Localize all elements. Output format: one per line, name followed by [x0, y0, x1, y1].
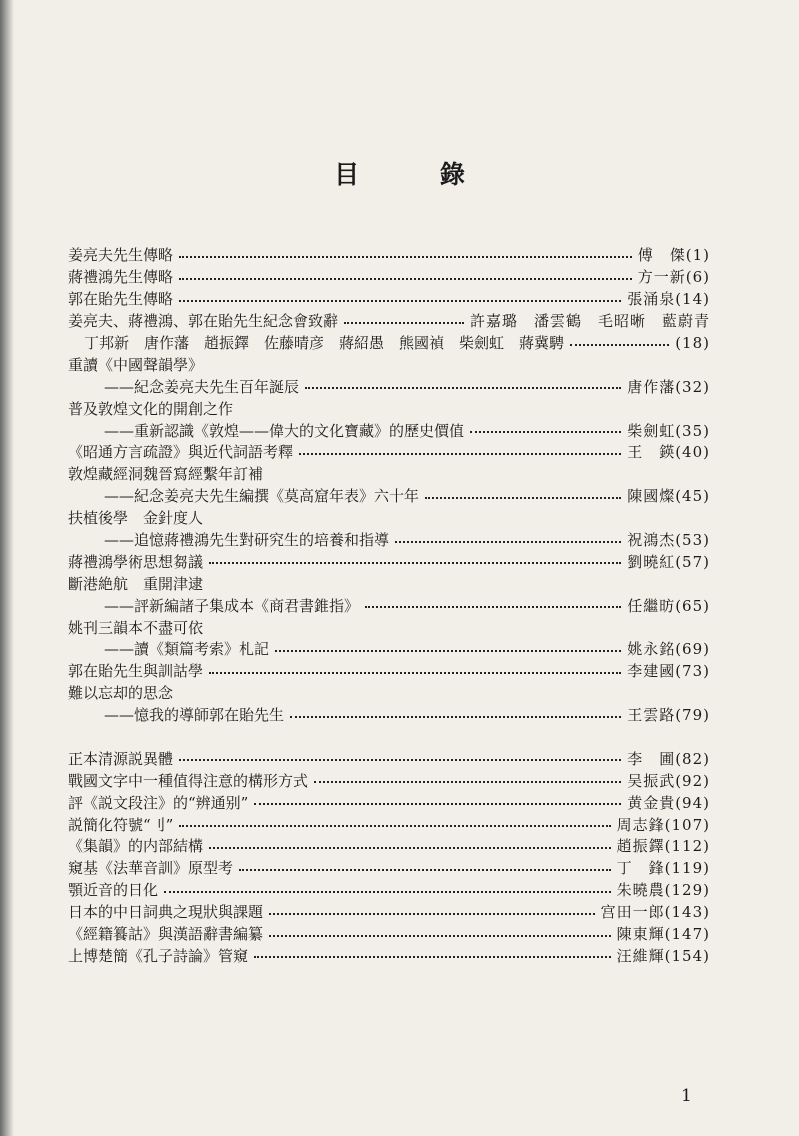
toc-entry-author-page: 朱曉農(129)	[616, 881, 710, 900]
toc-entry	[68, 638, 710, 660]
toc-entry-author-page: 吴振武(92)	[627, 771, 710, 790]
dot-leader	[290, 716, 621, 718]
dot-leader	[275, 650, 621, 652]
toc-entry-title: 重讀《中國聲韻學》	[68, 355, 204, 374]
dot-leader	[254, 956, 611, 958]
toc-entry-author-page: 丁 鋒(119)	[616, 859, 710, 878]
toc-entry-author-page: 陳國燦(45)	[627, 487, 710, 506]
dot-leader	[239, 869, 611, 871]
toc-entry	[68, 835, 710, 857]
toc-entry-author-page: 陳東輝(147)	[616, 925, 710, 944]
show-through-text	[315, 125, 326, 151]
dot-leader	[179, 256, 632, 258]
dot-leader	[164, 891, 611, 893]
page-title: 目 錄	[334, 160, 501, 189]
dot-leader	[269, 913, 595, 915]
toc-entry	[68, 616, 710, 638]
toc-entry-title: 姜亮夫、蔣禮鴻、郭在貽先生紀念會致辭	[68, 312, 339, 331]
toc-entry-author-page: 王 鍈(40)	[627, 443, 710, 462]
toc-entry	[68, 485, 710, 507]
table-of-contents	[68, 244, 710, 966]
toc-entry-author-page: 姚永銘(69)	[627, 640, 710, 659]
toc-entry-title: 姚刊三韻本不盡可依	[68, 618, 204, 637]
toc-entry-title: 郭在貽先生傳略	[68, 290, 174, 309]
dot-leader	[470, 431, 621, 433]
toc-entry	[68, 353, 710, 375]
toc-entry	[68, 813, 710, 835]
toc-entry	[68, 594, 710, 616]
toc-entry-title: 日本的中日詞典之現狀與課題	[68, 903, 264, 922]
toc-entry	[68, 769, 710, 791]
toc-spacer	[68, 726, 710, 748]
toc-entry-title: 評《説文段注》的“辨通别”	[68, 793, 249, 812]
toc-entry-author-page: 周志鋒(107)	[616, 815, 710, 834]
dot-leader	[314, 781, 621, 783]
toc-entry-title: 説簡化符號“刂”	[68, 815, 174, 834]
toc-entry-author-page: 李 圃(82)	[627, 749, 710, 768]
toc-entry-title: 顎近音的日化	[68, 881, 159, 900]
toc-entry-author-page: 李建國(73)	[627, 662, 710, 681]
toc-entry-author-page: 汪維輝(154)	[616, 946, 710, 965]
toc-entry-title: 窺基《法華音訓》原型考	[68, 859, 234, 878]
toc-entry-title: ——紀念姜亮夫先生百年誕辰	[104, 377, 300, 396]
toc-entry-title: 姜亮夫先生傳略	[68, 246, 174, 265]
dot-leader	[365, 606, 621, 608]
toc-entry	[68, 704, 710, 726]
toc-entry	[68, 791, 710, 813]
dot-leader	[299, 453, 621, 455]
toc-entry-author-page: 劉曉紅(57)	[627, 552, 710, 571]
toc-entry	[68, 529, 710, 551]
toc-entry-author-page: 張涌泉(14)	[627, 290, 710, 309]
dot-leader	[570, 344, 669, 346]
toc-entry-title: ——讀《類篇考索》札記	[104, 640, 270, 659]
dot-leader	[344, 322, 464, 324]
page-number: 1	[681, 1086, 692, 1106]
toc-entry-author-page: 許嘉璐 潘雲鶴 毛昭晰 藍蔚青	[469, 312, 710, 331]
toc-entry-title: 戰國文字中一種值得注意的構形方式	[68, 771, 309, 790]
toc-entry	[68, 572, 710, 594]
toc-entry	[68, 266, 710, 288]
dot-leader	[179, 278, 632, 280]
toc-entry-title: 正本清源説異體	[68, 749, 174, 768]
toc-entry-title: 《經籍籑詁》與漢語辭書編纂	[68, 925, 264, 944]
toc-entry-title: ——追憶蔣禮鴻先生對研究生的培養和指導	[104, 531, 390, 550]
toc-entry-title: 難以忘却的思念	[68, 684, 174, 703]
toc-entry-title: 蔣禮鴻先生傳略	[68, 268, 174, 287]
toc-entry-title: 普及敦煌文化的開創之作	[68, 399, 234, 418]
toc-entry-title: 斷港絶航 重開津逮	[68, 574, 204, 593]
toc-entry	[68, 375, 710, 397]
dot-leader	[209, 562, 621, 564]
dot-leader	[179, 759, 621, 761]
toc-entry-author-page: 黄金貴(94)	[627, 793, 710, 812]
toc-entry	[68, 901, 710, 923]
toc-entry	[68, 441, 710, 463]
toc-entry	[68, 332, 710, 354]
dot-leader	[254, 803, 621, 805]
toc-entry-title: ——重新認識《敦煌——偉大的文化寶藏》的歷史價值	[104, 421, 465, 440]
toc-entry-author-page: 傅 傑(1)	[637, 246, 710, 265]
toc-entry	[68, 419, 710, 441]
toc-entry	[68, 879, 710, 901]
dot-leader	[269, 935, 611, 937]
toc-entry-title: 上博楚簡《孔子詩論》管窺	[68, 946, 249, 965]
toc-entry-title: ——評新編諸子集成本《商君書錐指》	[104, 596, 360, 615]
toc-entry	[68, 945, 710, 967]
toc-entry	[68, 397, 710, 419]
toc-entry	[68, 288, 710, 310]
toc-entry-author-page: 方一新(6)	[637, 268, 710, 287]
toc-entry-title: 蔣禮鴻學術思想芻議	[68, 552, 204, 571]
toc-entry	[68, 310, 710, 332]
dot-leader	[395, 541, 621, 543]
toc-entry	[68, 923, 710, 945]
toc-entry	[68, 682, 710, 704]
dot-leader	[179, 300, 621, 302]
toc-entry	[68, 660, 710, 682]
toc-entry-author-page: 祝鴻杰(53)	[627, 531, 710, 550]
toc-entry-author-page: 柴劍虹(35)	[627, 421, 710, 440]
dot-leader	[305, 387, 621, 389]
toc-entry	[68, 463, 710, 485]
toc-entry-title: 敦煌藏經洞魏晉寫經繫年訂補	[68, 465, 264, 484]
toc-entry-title: 丁邦新 唐作藩 趙振鐸 佐藤晴彦 蔣紹愚 熊國禎 柴劍虹 蔣冀騁	[84, 334, 565, 352]
toc-entry	[68, 857, 710, 879]
toc-entry-title: 扶植後學 金針度人	[68, 509, 204, 528]
toc-entry-author-page: 宫田一郎(143)	[600, 903, 710, 922]
toc-entry-title: 《昭通方言疏證》與近代詞語考釋	[68, 443, 294, 462]
toc-entry-author-page: 趙振鐸(112)	[616, 837, 710, 856]
dot-leader	[209, 847, 611, 849]
toc-entry-author-page: (18)	[675, 333, 710, 352]
toc-entry	[68, 244, 710, 266]
toc-entry-author-page: 王雲路(79)	[627, 706, 710, 725]
toc-entry-title: 《集韻》的内部結構	[68, 837, 204, 856]
toc-entry-author-page: 唐作藩(32)	[627, 377, 710, 396]
dot-leader	[179, 825, 610, 827]
toc-entry-title: ——憶我的導師郭在貽先生	[104, 706, 285, 725]
dot-leader	[209, 672, 621, 674]
toc-entry-title: 郭在貽先生與訓詁學	[68, 662, 204, 681]
toc-entry	[68, 747, 710, 769]
toc-entry-title: ——紀念姜亮夫先生編撰《莫高窟年表》六十年	[104, 487, 420, 506]
toc-entry	[68, 507, 710, 529]
toc-entry	[68, 550, 710, 572]
toc-entry-author-page: 任繼昉(65)	[627, 596, 710, 615]
dot-leader	[425, 497, 621, 499]
